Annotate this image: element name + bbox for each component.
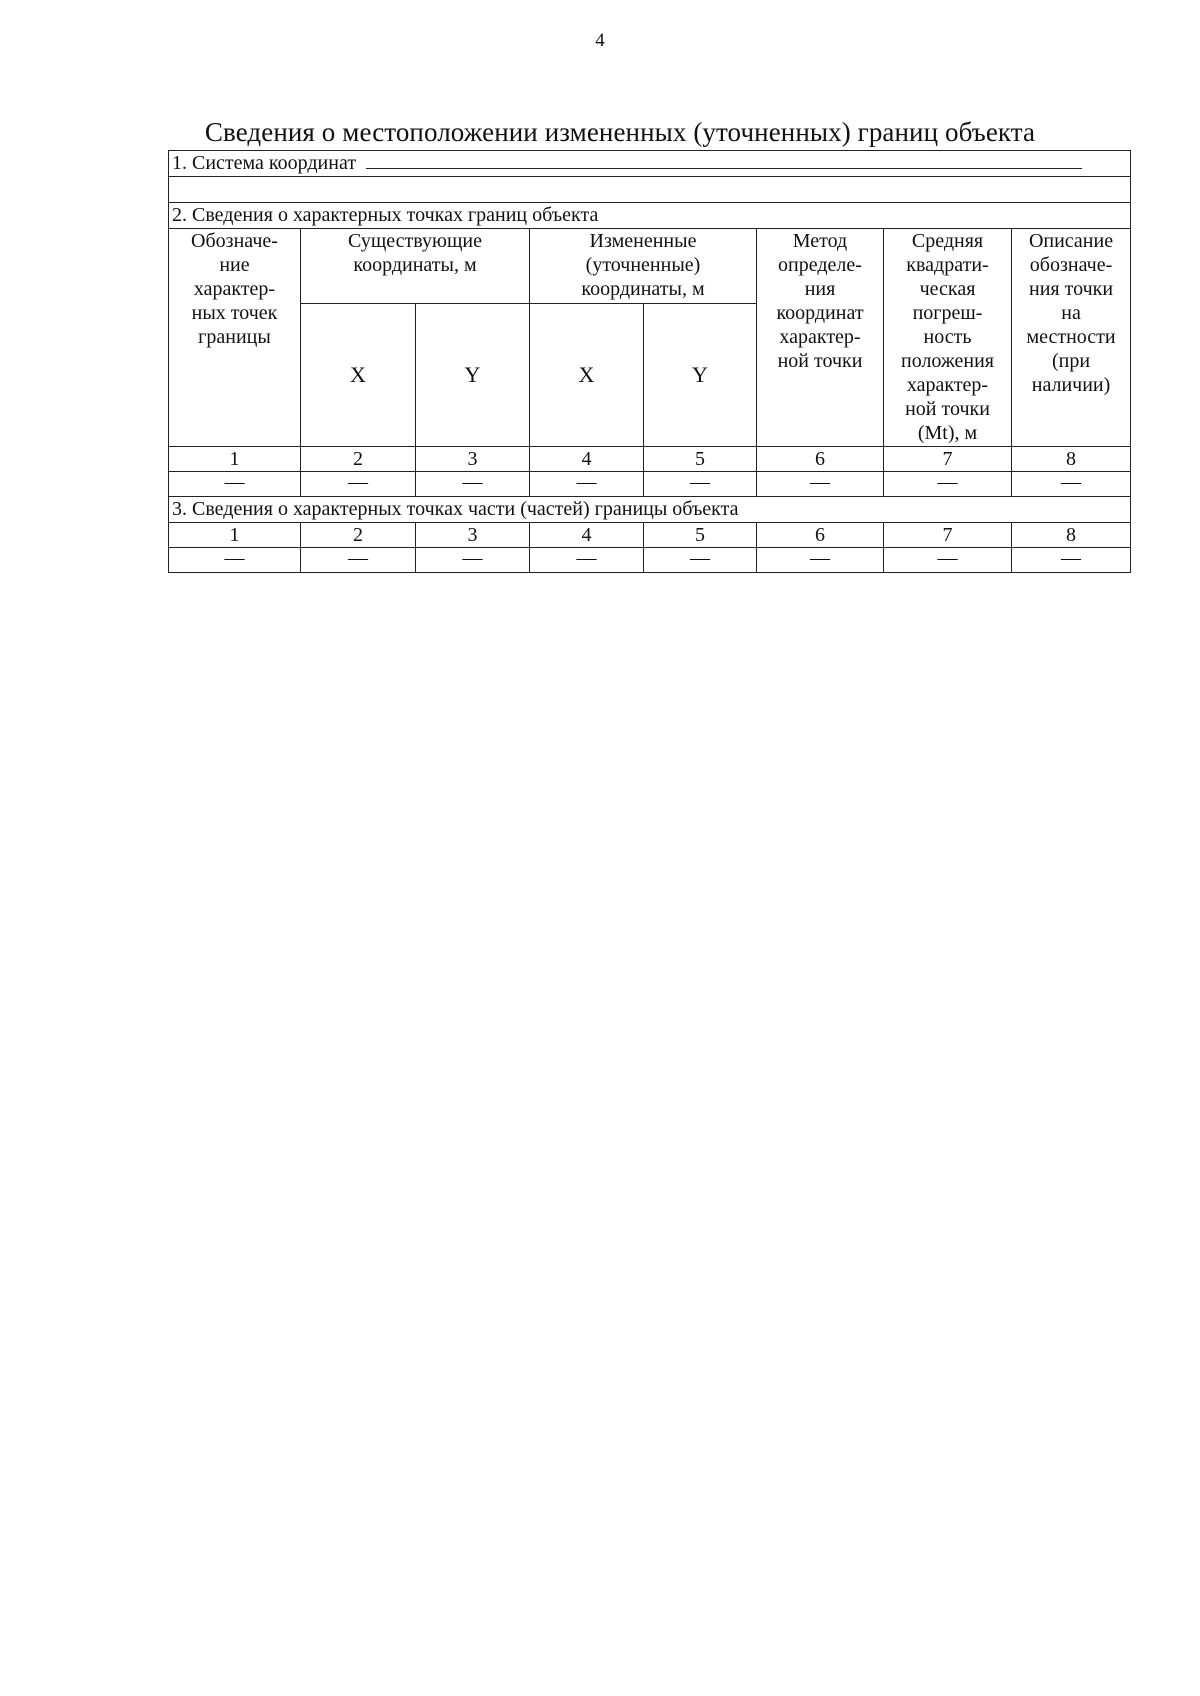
column-number: 2: [301, 447, 416, 472]
column-number: 6: [757, 523, 884, 548]
section2-column-numbers: [169, 447, 1131, 472]
table-cell[interactable]: —: [416, 472, 530, 497]
column-number: 3: [416, 447, 530, 472]
header-row-1: [169, 229, 1131, 304]
column-number: 5: [644, 447, 757, 472]
section3-heading-row: [169, 497, 1131, 523]
section2-heading-row: [169, 203, 1131, 229]
table-cell[interactable]: —: [757, 548, 884, 573]
table-cell[interactable]: —: [530, 548, 644, 573]
column-number: 7: [884, 523, 1012, 548]
header-existing-coordinates: Существующие координаты, м: [301, 229, 530, 304]
column-number: 8: [1012, 447, 1131, 472]
table-cell[interactable]: —: [1012, 548, 1131, 573]
document-title: Сведения о местоположении измененных (уточненных) границ объекта: [204, 117, 1036, 147]
section3-heading: 3. Сведения о характерных точках части (частей) границы объекта: [169, 497, 1131, 523]
table-cell[interactable]: —: [757, 472, 884, 497]
table-row: [169, 472, 1131, 497]
header-existing-x: X: [301, 304, 416, 447]
table-cell[interactable]: —: [1012, 472, 1131, 497]
table-cell[interactable]: —: [169, 548, 301, 573]
page-number: 4: [595, 30, 605, 51]
column-number: 4: [530, 523, 644, 548]
column-number: 2: [301, 523, 416, 548]
header-changed-y: Y: [644, 304, 757, 447]
table-cell[interactable]: —: [416, 548, 530, 573]
coordinate-system-label: 1. Система координат: [172, 152, 357, 174]
section2-heading: 2. Сведения о характерных точках границ объекта: [169, 203, 1131, 229]
table-cell[interactable]: —: [884, 548, 1012, 573]
column-number: 8: [1012, 523, 1131, 548]
table-cell[interactable]: —: [301, 472, 416, 497]
column-number: 4: [530, 447, 644, 472]
column-number: 1: [169, 447, 301, 472]
table-cell[interactable]: —: [530, 472, 644, 497]
header-changed-coordinates: Измененные (уточненные) координаты, м: [530, 229, 757, 304]
column-number: 3: [416, 523, 530, 548]
header-existing-y: Y: [416, 304, 530, 447]
table-row: [169, 548, 1131, 573]
column-number: 5: [644, 523, 757, 548]
coordinate-system-row: [169, 151, 1131, 177]
section3-column-numbers: [169, 523, 1131, 548]
header-designation: Обозначе- ние характер- ных точек границы: [169, 229, 301, 447]
blank-row: [169, 177, 1131, 203]
column-number: 6: [757, 447, 884, 472]
coordinate-system-value-line[interactable]: [366, 167, 1082, 169]
header-changed-x: X: [530, 304, 644, 447]
table-cell[interactable]: —: [884, 472, 1012, 497]
table-cell[interactable]: —: [644, 472, 757, 497]
column-number: 1: [169, 523, 301, 548]
boundary-table: [168, 150, 1131, 573]
header-point-description: Описание обозначе- ния точки на местности (при наличии): [1012, 229, 1131, 447]
table-cell[interactable]: —: [644, 548, 757, 573]
column-number: 7: [884, 447, 1012, 472]
header-method: Метод определе- ния координат характер- ной точки: [757, 229, 884, 447]
table-cell[interactable]: —: [169, 472, 301, 497]
table-cell[interactable]: —: [301, 548, 416, 573]
header-mean-square-error: Средняя квадрати- ческая погреш- ность положения характер- ной точки (Mt), м: [884, 229, 1012, 447]
